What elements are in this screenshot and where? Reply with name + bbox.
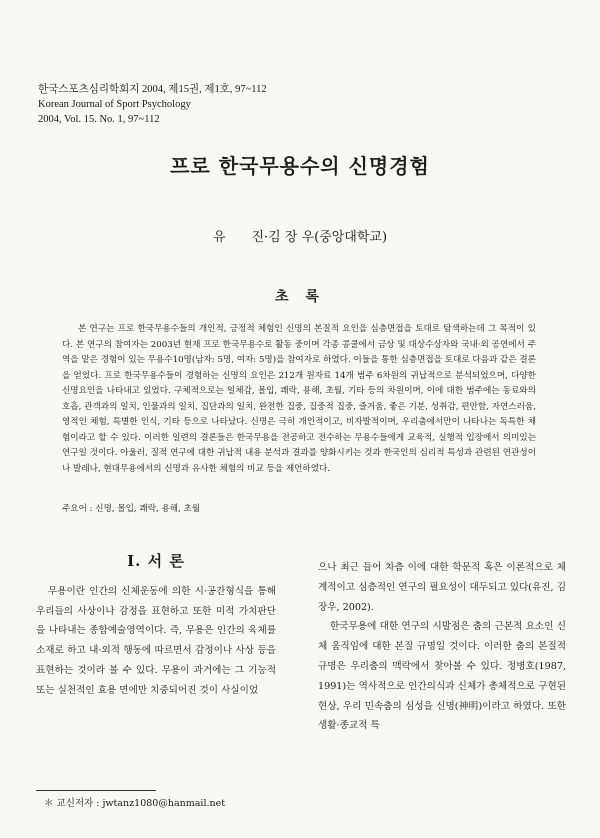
journal-info [38, 82, 267, 127]
keywords: 주요어 : 신명, 몰입, 쾌락, 용해, 초월 [62, 504, 201, 514]
body-paragraph: 으나 최근 들어 차츰 이에 대한 학문적 혹은 이론적으로 체계적이고 심층적인 연구의 필요성이 대두되고 있다(유진, 김장우, 2002). [318, 562, 566, 613]
section-heading: I. 서 론 [127, 552, 185, 570]
right-column [318, 558, 566, 736]
abstract-heading: 초 록 [275, 289, 325, 305]
abstract-text: 본 연구는 프로 한국무용수들의 개인적, 긍정적 체험인 신명의 본질적 요인을 심층면접을 토대로 탐색하는데 그 목적이 있다. 본 연구의 참여자는 2003년 현재 프로 한국무용수로 활동 중이며 각종 콩쿨에서 금상 및 대상수상자와 국내·외 공연에서 주역을 맡은 경험이 있는 무용수10명(남자: 5명, 여자: 5명)을 참여자로 하였다. 이들을 통한 심층면접을 토대로 다음과 같은 결론을 얻었다. 프로 한국무용수들이 경험하는 신명의 요인은 212개 원자료 14개 범주 6차원의 귀납적으로 분석되었으며, 다양한 신명요인을 나타내고 있었다. 구체적으로는 일체감, 몰입, 쾌락, 용해, 초월, 기타 등의 차원이며, 이에 대한 범주에는 동료와의 호흡, 관객과의 일치, 인물과의 일치, 집단과의 일치, 완전한 집중, 집중적 집중, 즐거움, 좋은 기분, 성취감, 편안함, 자연스러움, 영적인 체험, 특별한 인식, 기타 등으로 나타났다. 신명은 극히 개인적이고, 비자발적이며, 우리춤에서만이 나타나는 독특한 체험이라고 할 수 있다. 이러한 일련의 결론들은 한국무용을 전공하고 전수하는 무용수들에게 교육적, 실행적 입장에서 의미있는 연구일 것이다. 아울러, 질적 연구에 대한 귀납적 내용 분석과 결과를 양화시키는 것과 한국인의 심리적 특성과 관련된 연관성이나 발레나, 현대무용에서의 신명과 유사한 체험의 비교 등을 제언하였다. [62, 324, 536, 474]
journal-line-english: Korean Journal of Sport Psychology [38, 99, 191, 110]
authors: 유 진·김 장 우(중앙대학교) [212, 230, 388, 245]
journal-line-korean: 한국스포츠심리학회지 2004, 제15권, 제1호, 97~112 [38, 84, 267, 95]
body-paragraph: 무용이란 인간의 신체운동에 의한 시·공간형식을 통해 우리들의 사상이나 감정을 표현하고 또한 미적 가치판단을 나타내는 종합예술영역이다. 즉, 무용은 인간의 육체를 소재로 하고 내·외적 행동에 따르면서 감정이나 사상 등을 표현하는 것이라 볼 수 있다. 무용이 과거에는 그 기능적 또는 실천적인 효용 면에만 치중되어진 것이 사실이었 [36, 585, 276, 696]
footnote-rule [36, 790, 156, 791]
body-paragraph: 한국무용에 대한 연구의 시발점은 춤의 근본적 요소인 신체 움직임에 대한 본질 규명일 것이다. 이러한 춤의 본질적 규명은 우리춤의 맥락에서 찾아볼 수 있다. 정병호(1987, 1991)는 역사적으로 인간의식과 신체가 총체적으로 구현된 현상, 우리 민속춤의 심성을 신명(神明)이라고 하였다. 또한 생활·종교적 특 [318, 621, 566, 732]
left-column [36, 552, 276, 701]
footnote: ＊ 교신저자 : jwtanz1080@hanmail.net [44, 798, 226, 809]
paper-title: 프로 한국무용수의 신명경험 [170, 154, 430, 178]
journal-line-volume: 2004, Vol. 15. No. 1, 97~112 [38, 114, 160, 125]
